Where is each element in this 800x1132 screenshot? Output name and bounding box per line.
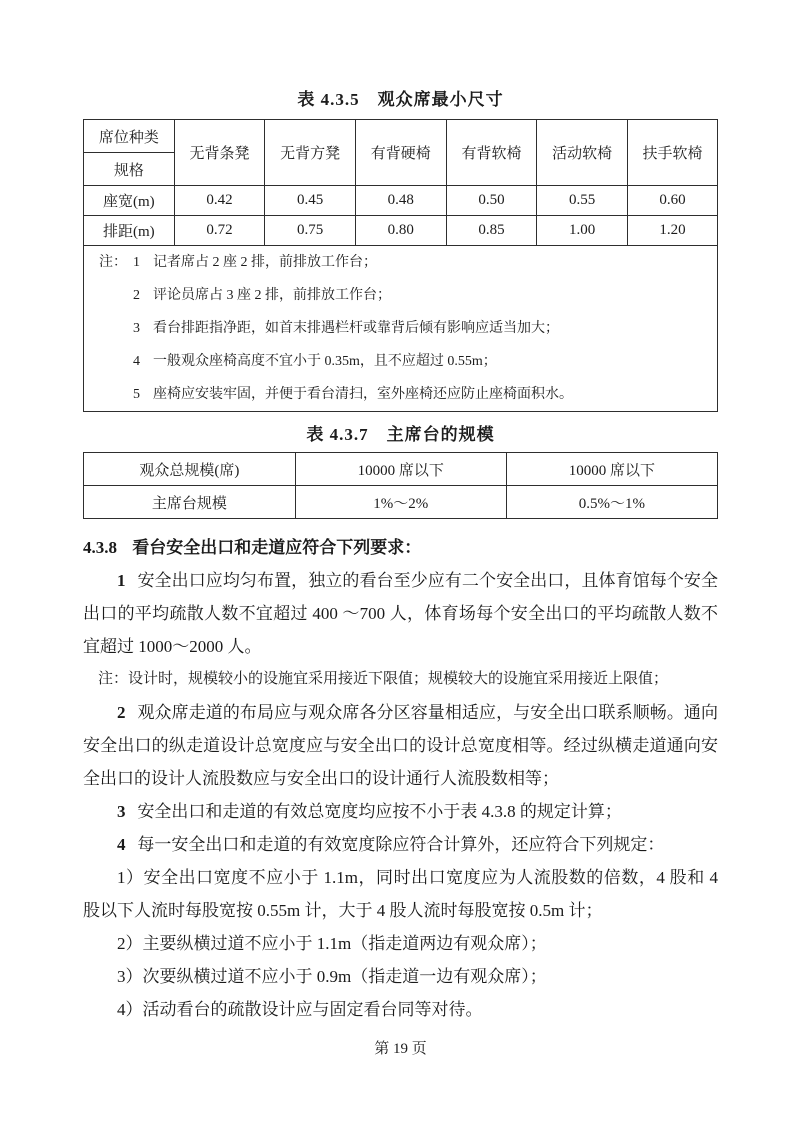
table-note-item [99,279,707,312]
table-cell: 0.75 [265,216,356,246]
item-number: 4 [117,835,126,854]
table-rostrum-scale [83,452,718,519]
note-number: 2 [133,288,140,303]
paragraph-text: 安全出口和走道的有效总宽度均应按不小于表 4.3.8 的规定计算； [137,802,622,821]
table-cell: 0.45 [265,186,356,216]
body-text [83,531,718,1026]
table-cell: 0.80 [355,216,446,246]
table-cell: 1%～2% [295,486,506,519]
table-cell: 0.85 [446,216,537,246]
sub-item-2: 2）主要纵横过道不应小于 1.1m（指走道两边有观众席）； [117,934,547,953]
note-text: 一般观众座椅高度不宜小于 0.35m，且不应超过 0.55m； [153,354,497,369]
note-number: 1 [133,255,140,270]
table-row [84,186,718,216]
item-number: 2 [117,703,126,722]
note-text: 记者席占 2 座 2 排，前排放工作台； [153,255,377,270]
section-title: 看台安全出口和走道应符合下列要求： [132,538,422,557]
table-cell: 1.20 [627,216,717,246]
table-note-item [99,312,707,345]
page-number: 第 19 页 [374,1041,427,1057]
sub-item-1: 1）安全出口宽度不应小于 1.1m，同时出口宽度应为人流股数的倍数，4 股和 4 股以下人流时每股宽按 0.55m 计，大于 4 股人流时每股宽按 0.5m 计； [83,868,718,920]
note-number: 4 [133,354,140,369]
item-number: 1 [117,571,126,590]
table-corner-top: 席位种类 [84,120,175,153]
row-label: 排距(m) [84,216,175,246]
table-col-header: 有背软椅 [446,120,537,186]
table-col-header: 有背硬椅 [355,120,446,186]
row-label: 观众总规模(席) [84,453,296,486]
table-cell: 0.5%～1% [506,486,717,519]
note-text: 座椅应安装牢固，并便于看台清扫，室外座椅还应防止座椅面积水。 [153,387,573,402]
table-notes-cell [84,246,718,412]
paragraph-2 [83,696,718,795]
section-number: 4.3.8 [83,538,117,557]
table-note-item [99,345,707,378]
paragraph-text: 每一安全出口和走道的有效宽度除应符合计算外，还应符合下列规定： [137,835,665,854]
row-label: 主席台规模 [84,486,296,519]
note-number: 3 [133,321,140,336]
paragraph-4 [83,828,718,861]
table-col-header: 无背条凳 [174,120,265,186]
table-cell: 0.42 [174,186,265,216]
table-cell: 0.60 [627,186,717,216]
item-number: 3 [117,802,126,821]
table-header-row [84,120,718,153]
table-note-item [99,246,707,279]
note-text: 评论员席占 3 座 2 排，前排放工作台； [153,288,391,303]
note-label-spacer [99,312,133,345]
sub-item-4: 4）活动看台的疏散设计应与固定看台同等对待。 [117,1000,483,1019]
paragraph-3 [83,795,718,828]
table-note-item [99,378,707,411]
table-cell: 0.72 [174,216,265,246]
paragraph-1 [83,564,718,663]
table-row [84,216,718,246]
table-437-title: 表 4.3.7 主席台的规模 [306,425,495,444]
note-number: 5 [133,387,140,402]
table-col-header: 活动软椅 [537,120,628,186]
table-435-title: 表 4.3.5 观众席最小尺寸 [297,90,504,109]
table-col-header: 扶手软椅 [627,120,717,186]
inline-note: 注：设计时，规模较小的设施宜采用接近下限值；规模较大的设施宜采用接近上限值； [98,671,669,687]
note-label-spacer [99,279,133,312]
table-corner-bottom: 规格 [84,153,175,186]
table-col-header: 无背方凳 [265,120,356,186]
table-notes-row [84,246,718,412]
table-cell: 0.50 [446,186,537,216]
note-text: 看台排距指净距，如首末排遇栏杆或靠背后倾有影响应适当加大； [153,321,559,336]
table-cell: 1.00 [537,216,628,246]
table-row [84,453,718,486]
note-label-spacer [99,378,133,411]
table-seat-min-dimensions [83,119,718,412]
table-cell: 10000 席以下 [506,453,717,486]
row-label: 座宽(m) [84,186,175,216]
table-cell: 0.55 [537,186,628,216]
table-cell: 10000 席以下 [295,453,506,486]
paragraph-text: 观众席走道的布局应与观众席各分区容量相适应，与安全出口联系顺畅。通向安全出口的纵走道设计总宽度应与安全出口的设计总宽度相等。经过纵横走道通向安全出口的设计人流股数应与安全出口的设计通行人流股数相等； [83,703,718,788]
note-label: 注： [99,255,127,270]
note-label-spacer [99,345,133,378]
section-heading [83,531,718,564]
table-cell: 0.48 [355,186,446,216]
table-row [84,486,718,519]
paragraph-text: 安全出口应均匀布置，独立的看台至少应有二个安全出口，且体育馆每个安全出口的平均疏散人数不宜超过 400 ～700 人，体育场每个安全出口的平均疏散人数不宜超过 1000～2000 人。 [83,571,718,656]
sub-item-3: 3）次要纵横过道不应小于 0.9m（指走道一边有观众席）； [117,967,547,986]
